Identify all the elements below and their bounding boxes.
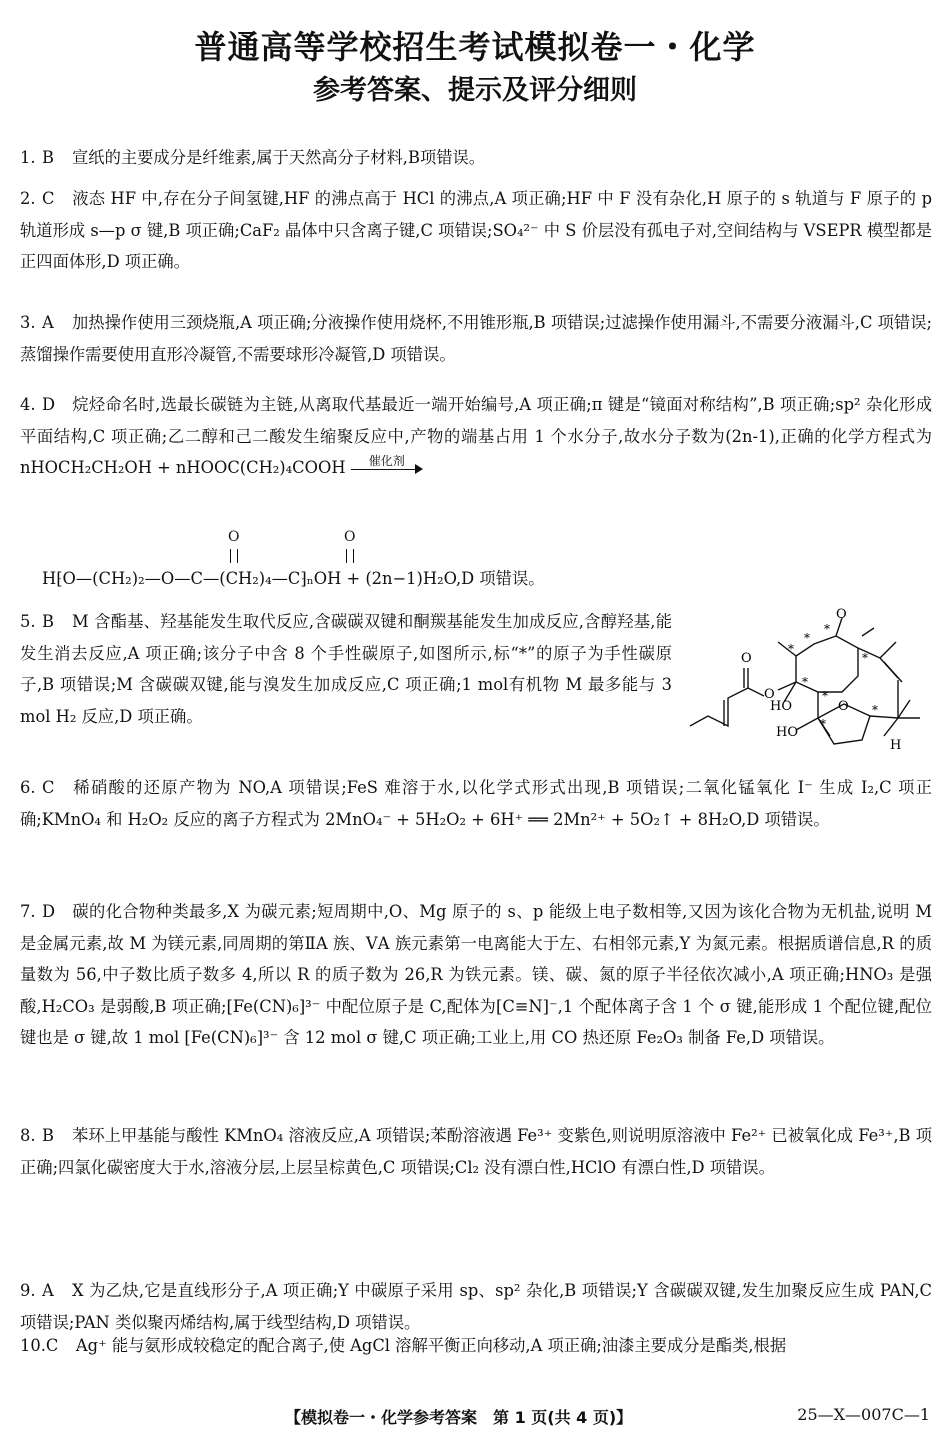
answer-letter: B bbox=[42, 612, 54, 631]
hydroxyl-label-1: HO bbox=[770, 699, 792, 714]
question-9 bbox=[20, 1275, 932, 1338]
chiral-star: * bbox=[862, 651, 868, 665]
footer-code: 25—X—007C—1 bbox=[797, 1405, 930, 1424]
ester-oxygen-label: O bbox=[741, 651, 752, 666]
hydroxyl-label-2: HO bbox=[776, 725, 798, 740]
double-bond-1 bbox=[230, 549, 238, 563]
question-number: 5. bbox=[20, 612, 36, 631]
question-number: 6. bbox=[20, 778, 36, 797]
question-number: 9. bbox=[20, 1281, 36, 1300]
question-4 bbox=[20, 389, 932, 484]
question-number: 8. bbox=[20, 1126, 36, 1145]
chiral-star: * bbox=[872, 703, 878, 717]
chiral-star: * bbox=[802, 675, 808, 689]
question-text: 宣纸的主要成分是纤维素,属于天然高分子材料,B项错误。 bbox=[72, 148, 486, 167]
question-3 bbox=[20, 307, 932, 370]
chiral-star: * bbox=[788, 642, 794, 656]
answer-letter: C bbox=[42, 189, 55, 208]
molecule-m-structure bbox=[684, 606, 932, 758]
question-text: 烷烃命名时,选最长碳链为主链,从离取代基最近一端开始编号,A 项正确;π 键是“镜面对称结构”,B 项正确;sp² 杂化形成平面结构,C 项正确;乙二醇和己二酸发生缩聚反应中,产物的端基占用 1 个水分子,故水分子数为(2n-1),正确的化学方程式为 bbox=[20, 395, 932, 446]
question-text: Ag⁺ 能与氨形成较稳定的配合离子,使 AgCl 溶解平衡正向移动,A 项正确;油漆主要成分是酯类,根据 bbox=[75, 1336, 787, 1355]
question-text: 加热操作使用三颈烧瓶,A 项正确;分液操作使用烧杯,不用锥形瓶,B 项错误;过滤操作使用漏斗,不需要分液漏斗,C 项错误;蒸馏操作需要使用直形冷凝管,不需要球形冷凝管,D 项错误。 bbox=[20, 313, 932, 364]
question-number: 1. bbox=[20, 148, 36, 167]
question-text: 稀硝酸的还原产物为 NO,A 项错误;FeS 难溶于水,以化学式形式出现,B 项错误;二氧化锰氧化 I⁻ 生成 I₂,C 项正确;KMnO₄ 和 H₂O₂ 反应的离子方程式为 2MnO₄⁻ + 5H₂O₂ + 6H⁺ ══ 2Mn²⁺ + 5O₂↑ + 8H₂O,D 项错误。 bbox=[20, 778, 932, 829]
page-subtitle: 参考答案、提示及评分细则 bbox=[313, 75, 637, 106]
polymer-formula: H⁅O—(CH₂)₂—O—C—(CH₂)₄—C⁆ₙOH + (2n−1)H₂O,D 项错误。 bbox=[42, 569, 545, 588]
answer-letter: B bbox=[42, 148, 54, 167]
answer-letter: A bbox=[42, 313, 54, 332]
question-text: X 为乙炔,它是直线形分子,A 项正确;Y 中碳原子采用 sp、sp² 杂化,B 项错误;Y 含碳碳双键,发生加聚反应生成 PAN,C 项错误;PAN 类似聚丙烯结构,属于线型结构,D 项错误。 bbox=[20, 1281, 932, 1332]
polymer-product bbox=[42, 527, 922, 587]
answer-letter: C bbox=[45, 1336, 59, 1355]
answer-letter: C bbox=[42, 778, 55, 797]
question-10 bbox=[20, 1330, 932, 1362]
answer-letter: D bbox=[42, 902, 56, 921]
answer-letter: D bbox=[42, 395, 56, 414]
hydrogen-label: H bbox=[890, 738, 902, 753]
ketone-oxygen-label: O bbox=[836, 607, 847, 622]
equation-reactants: nHOCH₂CH₂OH + nHOOC(CH₂)₄COOH bbox=[20, 458, 346, 477]
question-5 bbox=[20, 606, 672, 732]
question-number: 10. bbox=[20, 1336, 46, 1355]
question-number: 3. bbox=[20, 313, 36, 332]
question-1 bbox=[20, 142, 932, 174]
question-text: 苯环上甲基能与酸性 KMnO₄ 溶液反应,A 项错误;苯酚溶液遇 Fe³⁺ 变紫色,则说明原溶液中 Fe²⁺ 已被氧化成 Fe³⁺,B 项正确;四氯化碳密度大于水,溶液分层,上层呈棕黄色,C 项错误;Cl₂ 没有漂白性,HClO 有漂白性,D 项错误。 bbox=[20, 1126, 932, 1177]
question-8 bbox=[20, 1120, 932, 1183]
catalyst-label: 催化剂 bbox=[368, 453, 405, 468]
answer-letter: A bbox=[42, 1281, 54, 1300]
furan-oxygen-label: O bbox=[838, 699, 849, 714]
question-7 bbox=[20, 896, 932, 1054]
question-number: 2. bbox=[20, 189, 36, 208]
question-2 bbox=[20, 183, 932, 278]
page-title: 普通高等学校招生考试模拟卷一・化学 bbox=[194, 28, 756, 66]
question-text: M 含酯基、羟基能发生取代反应,含碳碳双键和酮羰基能发生加成反应,含醇羟基,能发生消去反应,A 项正确;该分子中含 8 个手性碳原子,如图所示,标“*”的原子为手性碳原子,B 项错误;M 含碳碳双键,能与溴发生加成反应,C 项正确;1 mol有机物 M 最多能与 3 mol H₂ 反应,D 项正确。 bbox=[20, 612, 672, 726]
question-6 bbox=[20, 772, 932, 835]
carbonyl-oxygen-1: O bbox=[228, 529, 240, 545]
chiral-star: * bbox=[822, 689, 828, 703]
answer-letter: B bbox=[42, 1126, 54, 1145]
chiral-star: * bbox=[804, 631, 810, 645]
question-text: 液态 HF 中,存在分子间氢键,HF 的沸点高于 HCl 的沸点,A 项正确;HF 中 F 没有杂化,H 原子的 s 轨道与 F 原子的 p 轨道形成 s—p σ 键,B 项正确;CaF₂ 晶体中只含离子键,C 项错误;SO₄²⁻ 中 S 价层没有孤电子对,空间结构与 VSEPR 模型都是正四面体形,D 项正确。 bbox=[20, 189, 932, 271]
question-text: 碳的化合物种类最多,X 为碳元素;短周期中,O、Mg 原子的 s、p 能级上电子数相等,又因为该化合物为无机盐,说明 M 是金属元素,故 M 为镁元素,同周期的第ⅡA 族、ⅤA 族元素第一电离能大于左、右相邻元素,Y 为氮元素。根据质谱信息,R 的质量数为 56,中子数比质子数多 4,所以 R 的质子数为 26,R 为铁元素。镁、碳、氮的原子半径依次减小,A 项正确;HNO₃ 是强酸,H₂CO₃ 是弱酸,B 项正确;[Fe(CN)₆]³⁻ 中配位原子是 C,配体为[C≡N]⁻,1 个配体离子含 1 个 σ 键,能形成 1 个配位键,配位键也是 σ 键,故 1 mol [Fe(CN)₆]³⁻ 含 12 mol σ 键,C 项正确;工业上,用 CO 热还原 Fe₂O₃ 制备 Fe,D 项错误。 bbox=[20, 902, 932, 1047]
double-bond-2 bbox=[346, 549, 354, 563]
reaction-arrow bbox=[351, 453, 423, 476]
footer-page-info: 【模拟卷一・化学参考答案 第 1 页(共 4 页)】 bbox=[285, 1408, 633, 1427]
chiral-star: * bbox=[824, 622, 830, 636]
question-number: 4. bbox=[20, 395, 36, 414]
ring-oxygen-label: O bbox=[764, 687, 775, 702]
chiral-star: * bbox=[820, 717, 826, 731]
question-number: 7. bbox=[20, 902, 36, 921]
carbonyl-oxygen-2: O bbox=[344, 529, 356, 545]
